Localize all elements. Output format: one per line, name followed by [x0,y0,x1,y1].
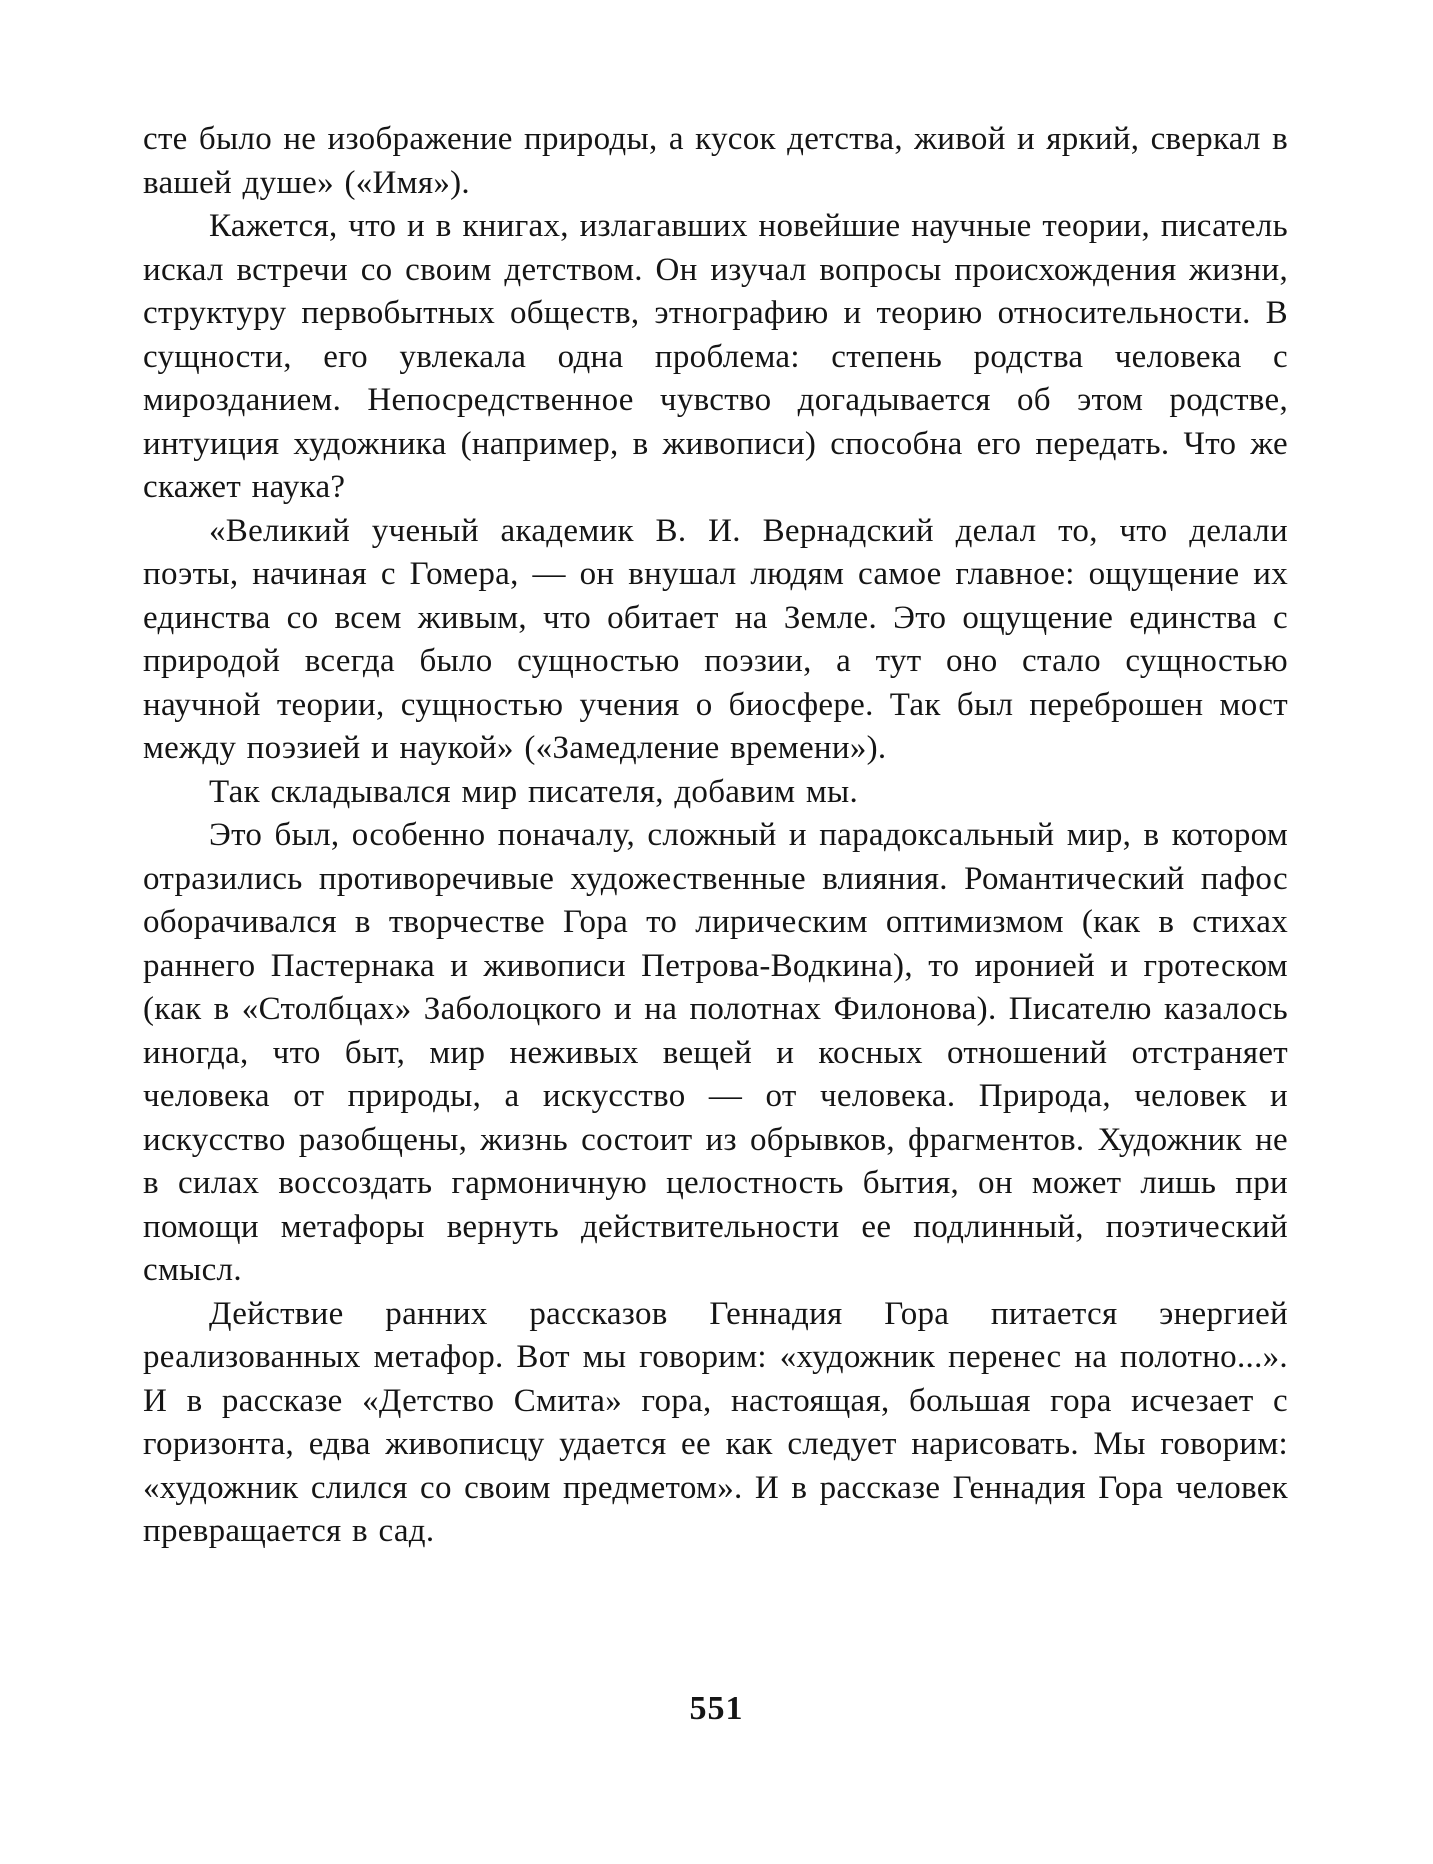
paragraph-quote: «Великий ученый академик В. И. Вернадский делал то, что делали поэты, начиная с Гомера, — он внушал людям самое главное: ощущение их единства со всем живым, что обитает на Земле. Это ощущение единства с природой всегда было сущностью поэзии, а тут оно стало сущностью научной теории, сущностью учения о биосфере. Так был переброшен мост между поэзией и наукой» («Замедление времени»). [143,512,1288,766]
paragraph: Кажется, что и в книгах, излагавших новейшие научные теории, писатель искал встречи со своим детством. Он изучал вопросы происхождения жизни, структуру первобытных обществ, этнографию и теорию относительности. В сущности, его увлекала одна проблема: степень родства человека с мирозданием. Непосредственное чувство догадывается об этом родстве, интуиция художника (например, в живописи) способна его передать. Что же скажет наука? [143,208,1288,505]
paragraph: Это был, особенно поначалу, сложный и парадоксальный мир, в котором отразились противоречивые художественные влияния. Романтический пафос оборачивался в творчестве Гора то лирическим оптимизмом (как в стихах раннего Пастернака и живописи Петрова-Водкина), то иронией и гротеском (как в «Столбцах» Заболоцкого и на полотнах Филонова). Писателю казалось иногда, что быт, мир неживых вещей и косных отношений отстраняет человека от природы, а искусство — от человека. Природа, человек и искусство разобщены, жизнь состоит из обрывков, фрагментов. Художник не в силах воссоздать гармоничную целостность бытия, он может лишь при помощи метафоры вернуть действительности ее подлинный, поэтический смысл. [143,817,1288,1288]
paragraph-continuation: сте было не изображение природы, а кусок детства, живой и яркий, сверкал в вашей душе» («Имя»). [143,121,1288,201]
page-body [143,118,1288,1554]
paragraph: Действие ранних рассказов Геннадия Гора питается энергией реализованных метафор. Вот мы говорим: «художник перенес на полотно...». И в рассказе «Детство Смита» гора, настоящая, большая гора исчезает с горизонта, едва живописцу удается ее как следует нарисовать. Мы говорим: «художник слился со своим предметом». И в рассказе Геннадия Гора человек превращается в сад. [143,1295,1288,1549]
page-number: 551 [689,1690,744,1727]
paragraph: Так складывался мир писателя, добавим мы. [209,773,859,810]
